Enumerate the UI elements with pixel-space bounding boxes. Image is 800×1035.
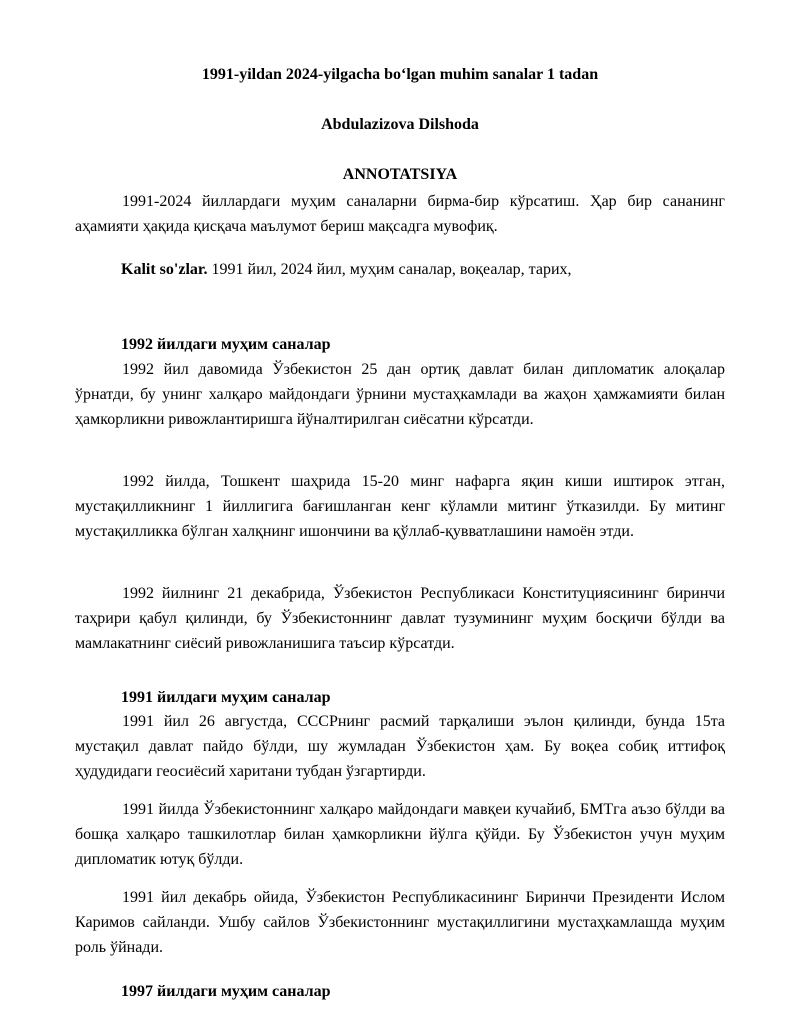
- paragraph-1991-3: 1991 йил декабрь ойида, Ўзбекистон Республикасининг Биринчи Президенти Ислом Каримов сайланди. Ушбу сайлов Ўзбекистоннинг мустақиллигини мустаҳкамлашда муҳим роль ўйнади.: [75, 889, 725, 956]
- keywords-line: [121, 257, 725, 282]
- annotation-heading: ANNOTATSIYA: [342, 166, 458, 183]
- section-heading-1991: 1991 йилдаги муҳим саналар: [121, 689, 331, 706]
- section-heading-1997: 1997 йилдаги муҳим саналар: [121, 983, 331, 1000]
- author-name: Abdulazizova Dilshoda: [321, 116, 479, 133]
- annotation-text: 1991-2024 йиллардаги муҳим саналарни бирма-бир кўрсатиш. Ҳар бир сананинг аҳамияти ҳақида қисқача маълумот бериш мақсадга мувофиқ.: [75, 193, 725, 235]
- section-heading-1992: 1992 йилдаги муҳим саналар: [121, 336, 331, 353]
- paragraph-1992-1: 1992 йил давомида Ўзбекистон 25 дан ортиқ давлат билан дипломатик алоқалар ўрнатди, бу унинг халқаро майдондаги ўрнини мустаҳкамлади ва жаҳон ҳамжамияти билан ҳамкорликни ривожлантиришга йўналтирилган сиёсатни кўрсатди.: [75, 361, 725, 428]
- paragraph-1991-1: 1991 йил 26 августда, СССРнинг расмий тарқалиши эълон қилинди, бунда 15та мустақил давлат пайдо бўлди, шу жумладан Ўзбекистон ҳам. Бу воқеа собиқ иттифоқ ҳудудидаги геосиёсий харитани тубдан ўзгартирди.: [75, 713, 725, 780]
- document-title: 1991-yildan 2024-yilgacha bo‘lgan muhim sanalar 1 tadan: [201, 66, 599, 83]
- keywords-text: 1991 йил, 2024 йил, муҳим саналар, воқеалар, тарих,: [207, 261, 572, 278]
- paragraph-1992-3: 1992 йилнинг 21 декабрида, Ўзбекистон Республикаси Конституциясининг биринчи таҳрири қабул қилинди, бу Ўзбекистоннинг давлат тузумининг муҳим босқичи бўлди ва мамлакатнинг сиёсий ривожланишига таъсир кўрсатди.: [75, 585, 725, 652]
- paragraph-1991-2: 1991 йилда Ўзбекистоннинг халқаро майдондаги мавқеи кучайиб, БМТга аъзо бўлди ва бошқа халқаро ташкилотлар билан ҳамкорликни йўлга қўйди. Бу Ўзбекистон учун муҳим дипломатик ютуқ бўлди.: [75, 801, 725, 868]
- keywords-label: Kalit so'zlar.: [121, 261, 208, 278]
- paragraph-1992-2: 1992 йилда, Тошкент шаҳрида 15-20 минг нафарга яқин киши иштирок этган, мустақилликнинг 1 йиллигига бағишланган кенг кўламли митинг ўтказилди. Бу митинг мустақилликка бўлган халқнинг ишончини ва қўллаб-қувватлашини намоён этди.: [75, 473, 725, 540]
